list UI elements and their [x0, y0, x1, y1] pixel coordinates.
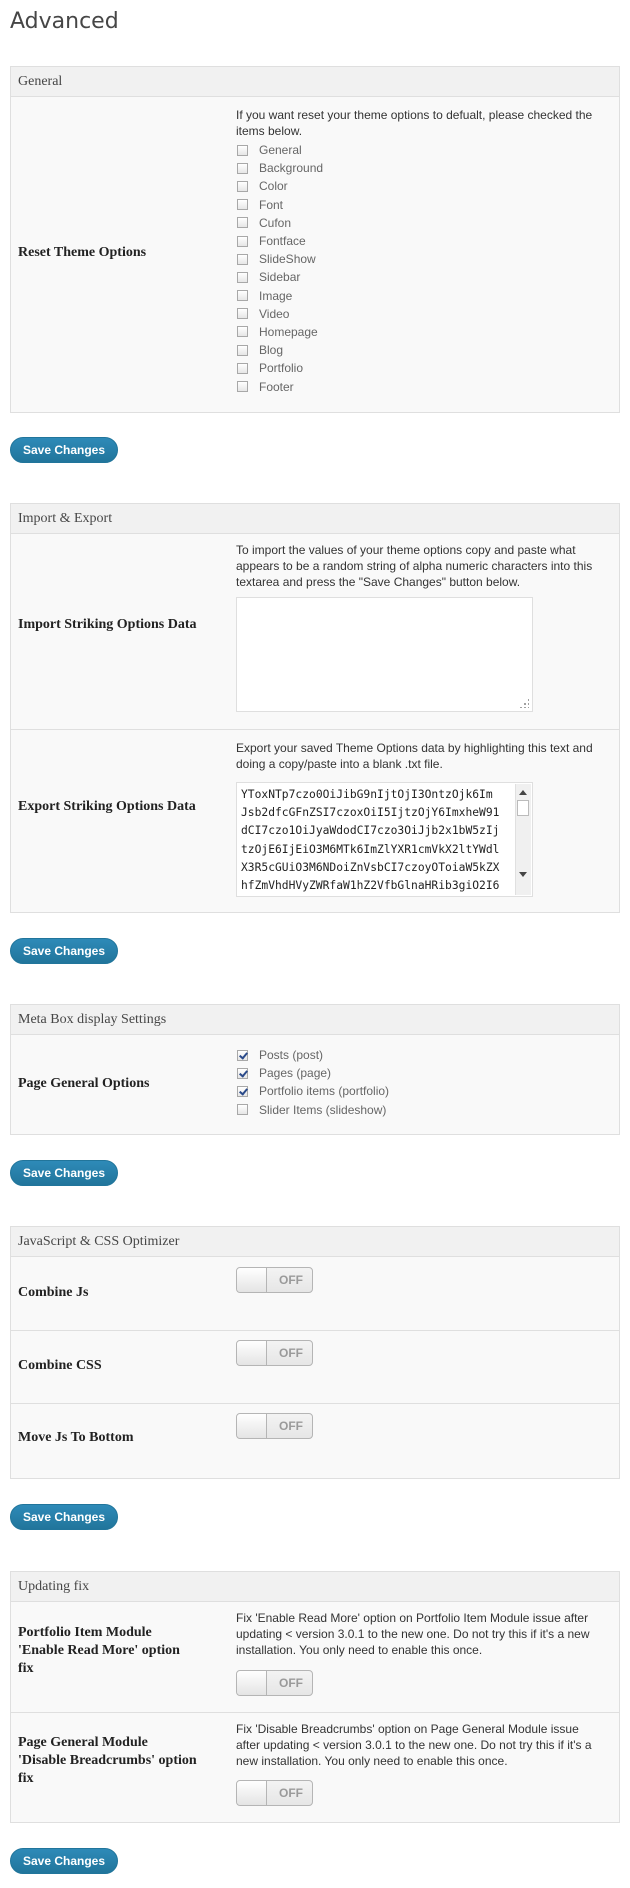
textarea-scrollbar[interactable]: [515, 784, 531, 895]
checkbox-label: Portfolio: [259, 361, 304, 376]
reset-item-portfolio[interactable]: [236, 359, 606, 377]
checkbox[interactable]: [237, 1050, 248, 1061]
reset-item-font[interactable]: [236, 196, 606, 214]
row-label: Combine CSS: [18, 1358, 102, 1373]
checkbox-label: Sidebar: [259, 270, 301, 285]
toggle-state: OFF: [279, 1786, 303, 1800]
checkbox[interactable]: [237, 363, 248, 374]
checkbox-label: Footer: [259, 379, 294, 394]
section-import-export: [10, 503, 620, 913]
scroll-thumb[interactable]: [517, 800, 529, 816]
export-textarea[interactable]: [236, 782, 533, 897]
save-changes-button[interactable]: Save Changes: [10, 1848, 118, 1874]
combine-js-row: [11, 1257, 619, 1330]
row-body: [236, 740, 606, 772]
scroll-up-icon[interactable]: [519, 790, 527, 795]
row-label: Reset Theme Options: [18, 245, 147, 260]
reset-item-fontface[interactable]: [236, 232, 606, 250]
checkbox-label: Pages (page): [259, 1066, 332, 1081]
checkbox[interactable]: [237, 1104, 248, 1115]
post-types-list: [236, 1046, 606, 1119]
section-heading: General: [11, 67, 619, 97]
toggle-knob[interactable]: [237, 1781, 267, 1805]
reset-item-sidebar[interactable]: [236, 268, 606, 286]
checkbox-label: General: [259, 143, 302, 158]
checkbox-label: Font: [259, 197, 284, 212]
breadcrumbs-fix-toggle[interactable]: [236, 1780, 313, 1806]
row-label: Page General Module 'Disable Breadcrumbs' option fix: [18, 1735, 197, 1786]
checkbox-label: Color: [259, 179, 288, 194]
checkbox[interactable]: [237, 326, 248, 337]
reset-item-cufon[interactable]: [236, 214, 606, 232]
save-changes-button[interactable]: Save Changes: [10, 1504, 118, 1530]
section-heading: Updating fix: [11, 1572, 619, 1602]
checkbox-label: Slider Items (slideshow): [259, 1102, 387, 1117]
checkbox[interactable]: [237, 308, 248, 319]
row-body: [236, 107, 606, 396]
reset-item-homepage[interactable]: [236, 323, 606, 341]
row-label: Portfolio Item Module 'Enable Read More' option fix: [18, 1625, 180, 1676]
section-heading: JavaScript & CSS Optimizer: [11, 1227, 619, 1257]
checkbox-label: Background: [259, 161, 324, 176]
reset-theme-options-row: [11, 97, 619, 412]
row-description: Export your saved Theme Options data by highlighting this text and doing a copy/paste into a blank .txt file.: [236, 741, 593, 771]
page-general-options-row: [11, 1035, 619, 1134]
checkbox[interactable]: [237, 272, 248, 283]
section-meta-box: [10, 1004, 620, 1135]
row-label: Page General Options: [18, 1076, 150, 1091]
post-type-posts[interactable]: [236, 1046, 606, 1064]
post-type-slideshow[interactable]: [236, 1101, 606, 1119]
save-changes-button[interactable]: Save Changes: [10, 1160, 118, 1186]
checkbox[interactable]: [237, 254, 248, 265]
toggle-knob[interactable]: [237, 1268, 267, 1292]
combine-css-row: [11, 1330, 619, 1403]
portfolio-fix-row: [11, 1602, 619, 1712]
reset-item-slideshow[interactable]: [236, 250, 606, 268]
export-textarea-value[interactable]: YToxNTp7czo0OiJibG9nIjtOjI3OntzOjk6Im Jsb2dfcGFnZSI7czoxOiI5IjtzOjY6ImxheW91 dCI7czo1OiJyaWdodCI7czo3OiJjb2x1bW5zIj tzOjE6IjEiO3M6MTk6ImZlYXR1cmVkX2ltYWdl X3R5cGUiO3M6NDoiZnVsbCI7czoyOToiaW5kZX hfZmVhdHVyZWRfaW1hZ2VfbGlnaHRib3giO2I6: [241, 788, 500, 893]
checkbox[interactable]: [237, 181, 248, 192]
toggle-knob[interactable]: [237, 1671, 267, 1695]
checkbox[interactable]: [237, 145, 248, 156]
toggle-state: OFF: [279, 1273, 303, 1287]
move-js-row: [11, 1403, 619, 1478]
checkbox-label: SlideShow: [259, 252, 316, 267]
row-description: Fix 'Enable Read More' option on Portfolio Item Module issue after updating < version 3.0.1 to the new one. Do not try this if it's a new installation. You only need to enable this once.: [236, 1611, 590, 1657]
checkbox-label: Blog: [259, 343, 284, 358]
checkbox[interactable]: [237, 1068, 248, 1079]
section-updating-fix: [10, 1571, 620, 1823]
row-label: Import Striking Options Data: [18, 617, 197, 632]
section-heading: Meta Box display Settings: [11, 1005, 619, 1035]
import-textarea[interactable]: [236, 597, 533, 712]
row-description: Fix 'Disable Breadcrumbs' option on Page General Module issue after updating < version 3.0.1 to the new one. Do not try this if it's a new installation. You only need to enable this once.: [236, 1722, 592, 1768]
checkbox-label: Posts (post): [259, 1048, 324, 1063]
checkbox[interactable]: [237, 217, 248, 228]
toggle-state: OFF: [279, 1419, 303, 1433]
checkbox[interactable]: [237, 381, 248, 392]
section-general: [10, 66, 620, 413]
row-label: Export Striking Options Data: [18, 799, 196, 814]
portfolio-fix-toggle[interactable]: [236, 1670, 313, 1696]
checkbox[interactable]: [237, 345, 248, 356]
page-title: Advanced: [10, 9, 119, 34]
checkbox[interactable]: [237, 199, 248, 210]
save-changes-button[interactable]: Save Changes: [10, 938, 118, 964]
reset-items-list: [236, 141, 606, 396]
checkbox-label: Cufon: [259, 215, 292, 230]
section-optimizer: [10, 1226, 620, 1479]
save-changes-button[interactable]: Save Changes: [10, 437, 118, 463]
checkbox[interactable]: [237, 163, 248, 174]
checkbox[interactable]: [237, 1086, 248, 1097]
toggle-knob[interactable]: [237, 1341, 267, 1365]
toggle-state: OFF: [279, 1676, 303, 1690]
row-body: [236, 1721, 606, 1769]
reset-item-image[interactable]: [236, 287, 606, 305]
section-heading: Import & Export: [11, 504, 619, 534]
combine-css-toggle[interactable]: [236, 1340, 313, 1366]
checkbox-label: Homepage: [259, 324, 318, 339]
toggle-knob[interactable]: [237, 1414, 267, 1438]
reset-item-footer[interactable]: [236, 377, 606, 395]
reset-item-general[interactable]: [236, 141, 606, 159]
resize-grip-icon[interactable]: [519, 698, 529, 708]
checkbox[interactable]: [237, 290, 248, 301]
row-description: If you want reset your theme options to defualt, please checked the items below.: [236, 108, 593, 138]
row-body: [236, 542, 606, 590]
breadcrumbs-fix-row: [11, 1712, 619, 1822]
checkbox-label: Fontface: [259, 234, 306, 249]
row-label: Combine Js: [18, 1285, 89, 1300]
export-row: [11, 729, 619, 912]
checkbox-label: Video: [259, 306, 290, 321]
row-label: Move Js To Bottom: [18, 1430, 134, 1445]
reset-item-background[interactable]: [236, 159, 606, 177]
reset-item-blog[interactable]: [236, 341, 606, 359]
import-row: [11, 534, 619, 729]
row-description: To import the values of your theme options copy and paste what appears to be a random string of alpha numeric characters into this textarea and press the "Save Changes" button below.: [236, 543, 593, 589]
combine-js-toggle[interactable]: [236, 1267, 313, 1293]
row-body: [236, 1610, 606, 1658]
post-type-portfolio[interactable]: [236, 1082, 606, 1100]
checkbox-label: Portfolio items (portfolio): [259, 1084, 390, 1099]
row-body: [236, 1046, 606, 1119]
reset-item-video[interactable]: [236, 305, 606, 323]
checkbox-label: Image: [259, 288, 293, 303]
move-js-toggle[interactable]: [236, 1413, 313, 1439]
checkbox[interactable]: [237, 236, 248, 247]
post-type-pages[interactable]: [236, 1064, 606, 1082]
scroll-down-icon[interactable]: [519, 872, 527, 877]
toggle-state: OFF: [279, 1346, 303, 1360]
reset-item-color[interactable]: [236, 177, 606, 195]
